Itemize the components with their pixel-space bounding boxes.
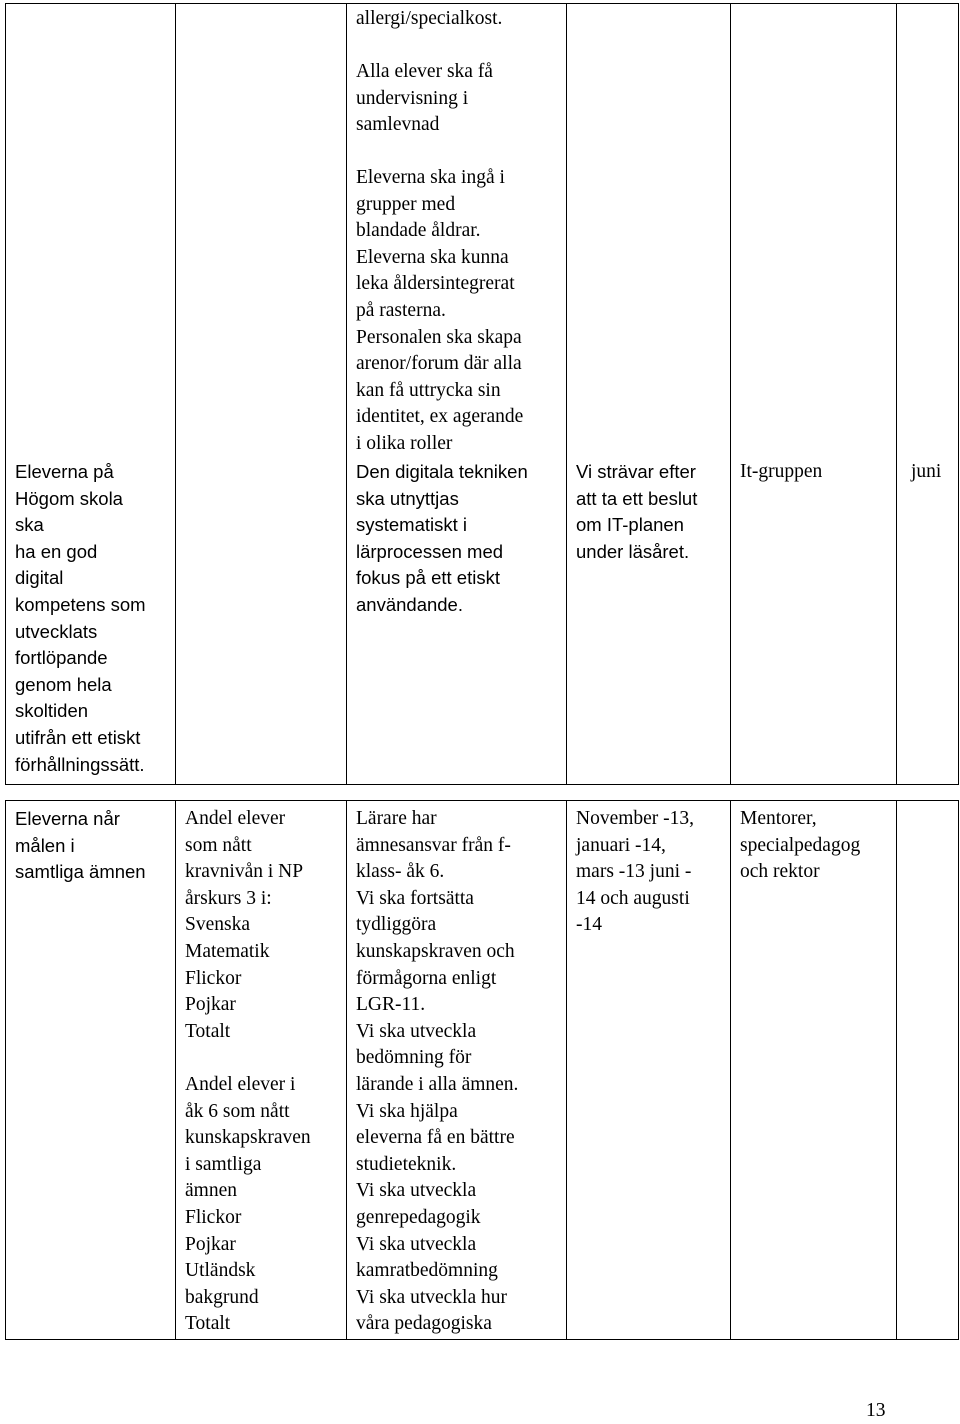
followup-cell [897,801,959,1340]
responsible-cell [731,801,897,1340]
followup-cell [897,4,959,785]
responsible-text: It-gruppen [740,461,823,482]
actions-cell [347,4,567,785]
action-samlevnad: Alla elever ska få undervisning i samlevnad [356,61,493,136]
action-aldrar: Eleverna ska ingå i grupper med blandade åldrar. Eleverna ska kunna leka åldersintegrerat på rasterna. Personalen ska skapa arenor/forum där alla kan få uttrycka sin identitet, ex agerande i olika roller [356,167,524,454]
goal-text: Eleverna på Högom skola ska ha en god digital kompetens som utvecklats fortlöpande genom hela skoltiden utifrån ett etiskt förhållningssätt. [15,461,146,775]
goal-text: Eleverna når målen i samtliga ämnen [15,808,146,883]
timeline-cell [567,801,731,1340]
action-digital: Den digitala tekniken ska utnyttjas systematiskt i lärprocessen med fokus på ett etiskt användande. [356,461,528,615]
goals-table-top [5,3,959,785]
followup-text: juni [911,461,942,482]
action-allergi: allergi/specialkost. [356,8,503,29]
responsible-cell [731,4,897,785]
actions-text: Lärare har ämnesansvar från f- klass- åk 6. Vi ska fortsätta tydliggöra kunskapskraven och förmågorna enligt LGR-11. Vi ska utveckla bedömning för lärande i alla ämnen. Vi ska hjälpa eleverna få en bättre studieteknik. Vi ska utveckla genrepedagogik Vi ska utveckla kamratbedömning Vi ska utveckla hur våra pedagogiska [356,808,519,1335]
responsible-text: Mentorer, specialpedagog och rektor [740,808,861,883]
goal-cell [6,801,176,1340]
indicator-cell [176,4,347,785]
indicator-text: Andel elever som nått kravnivån i NP årskurs 3 i: Svenska Matematik Flickor Pojkar Totalt Andel elever i åk 6 som nått kunskapskraven i samtliga ämnen Flickor Pojkar Utländsk bakgrund Totalt [185,808,311,1335]
goal-cell [6,4,176,785]
indicator-cell [176,801,347,1340]
timeline-cell [567,4,731,785]
timeline-text: November -13, januari -14, mars -13 juni - 14 och augusti -14 [576,808,695,936]
timeline-text: Vi strävar efter att ta ett beslut om IT-planen under läsåret. [576,461,698,562]
actions-cell [347,801,567,1340]
page-number: 13 [866,1400,886,1421]
goals-table-bottom [5,800,959,1340]
